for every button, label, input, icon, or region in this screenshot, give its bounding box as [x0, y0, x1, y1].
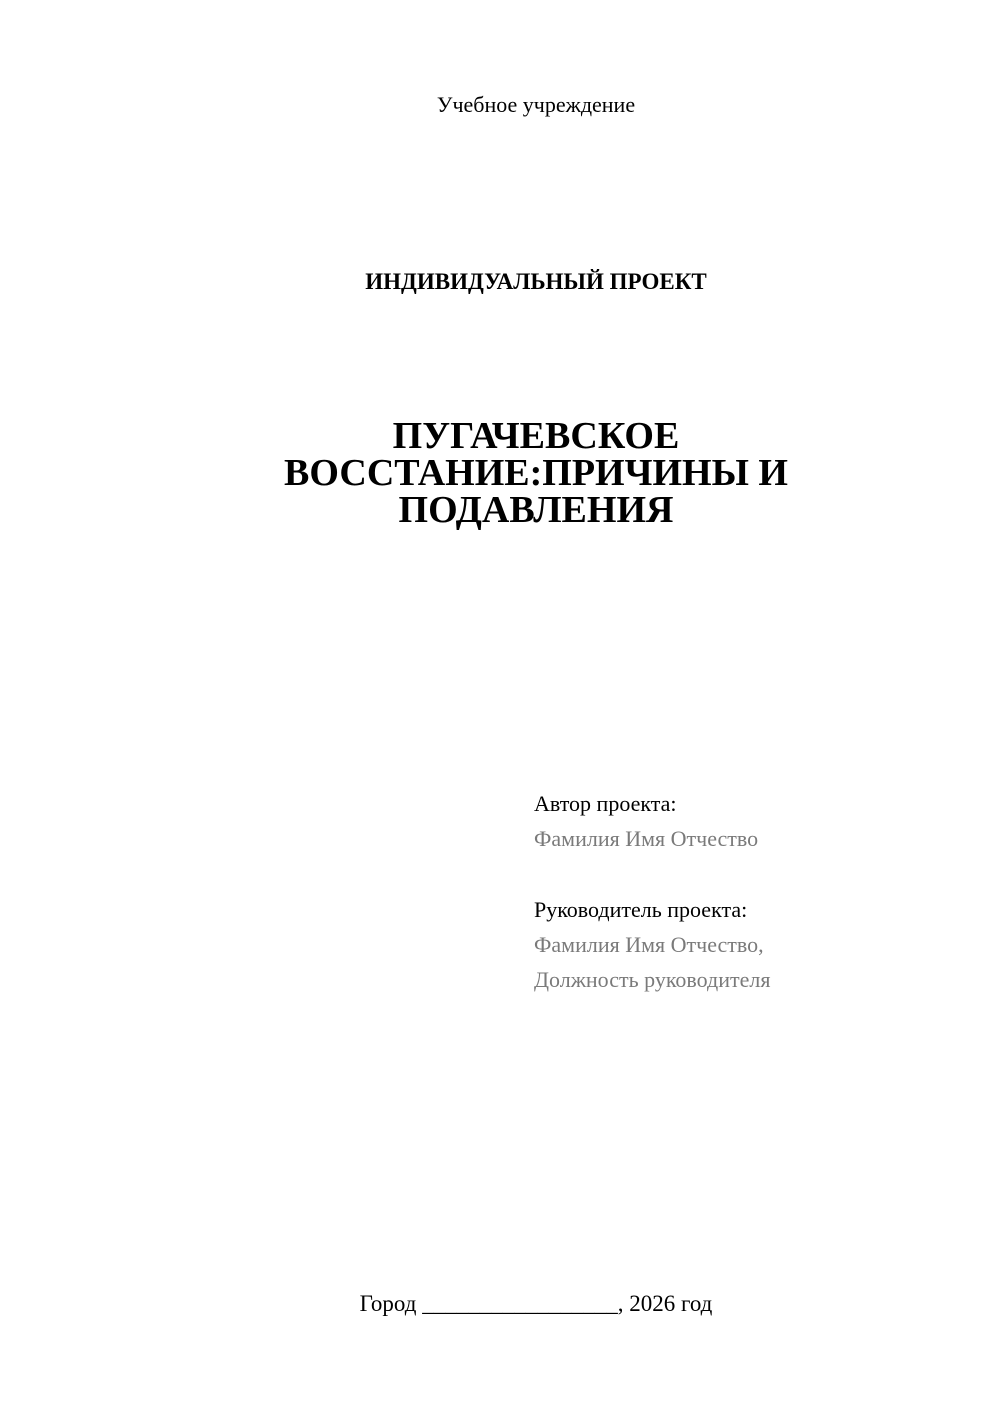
author-name-placeholder: Фамилия Имя Отчество: [534, 826, 759, 851]
project-title-line-1: ПУГАЧЕВСКОЕ: [392, 415, 680, 457]
year-text: , 2026 год: [617, 1291, 713, 1316]
project-title: [0, 415, 1000, 531]
document-type: ИНДИВИДУАЛЬНЫЙ ПРОЕКТ: [365, 269, 707, 294]
author-label: Автор проекта:: [534, 791, 677, 816]
supervisor-block: [534, 892, 770, 997]
project-title-line-2: ВОССТАНИЕ:ПРИЧИНЫ И: [284, 452, 788, 494]
institution-name: Учебное учреждение: [436, 92, 636, 117]
city-year-line: [0, 1289, 1000, 1319]
supervisor-name-placeholder: Фамилия Имя Отчество,: [534, 932, 764, 957]
city-label: Город: [359, 1291, 417, 1316]
city-blank: _________________: [422, 1291, 618, 1316]
supervisor-label: Руководитель проекта:: [534, 897, 748, 922]
author-block: [534, 786, 758, 856]
supervisor-position-placeholder: Должность руководителя: [534, 967, 771, 992]
project-title-line-3: ПОДАВЛЕНИЯ: [398, 489, 674, 531]
